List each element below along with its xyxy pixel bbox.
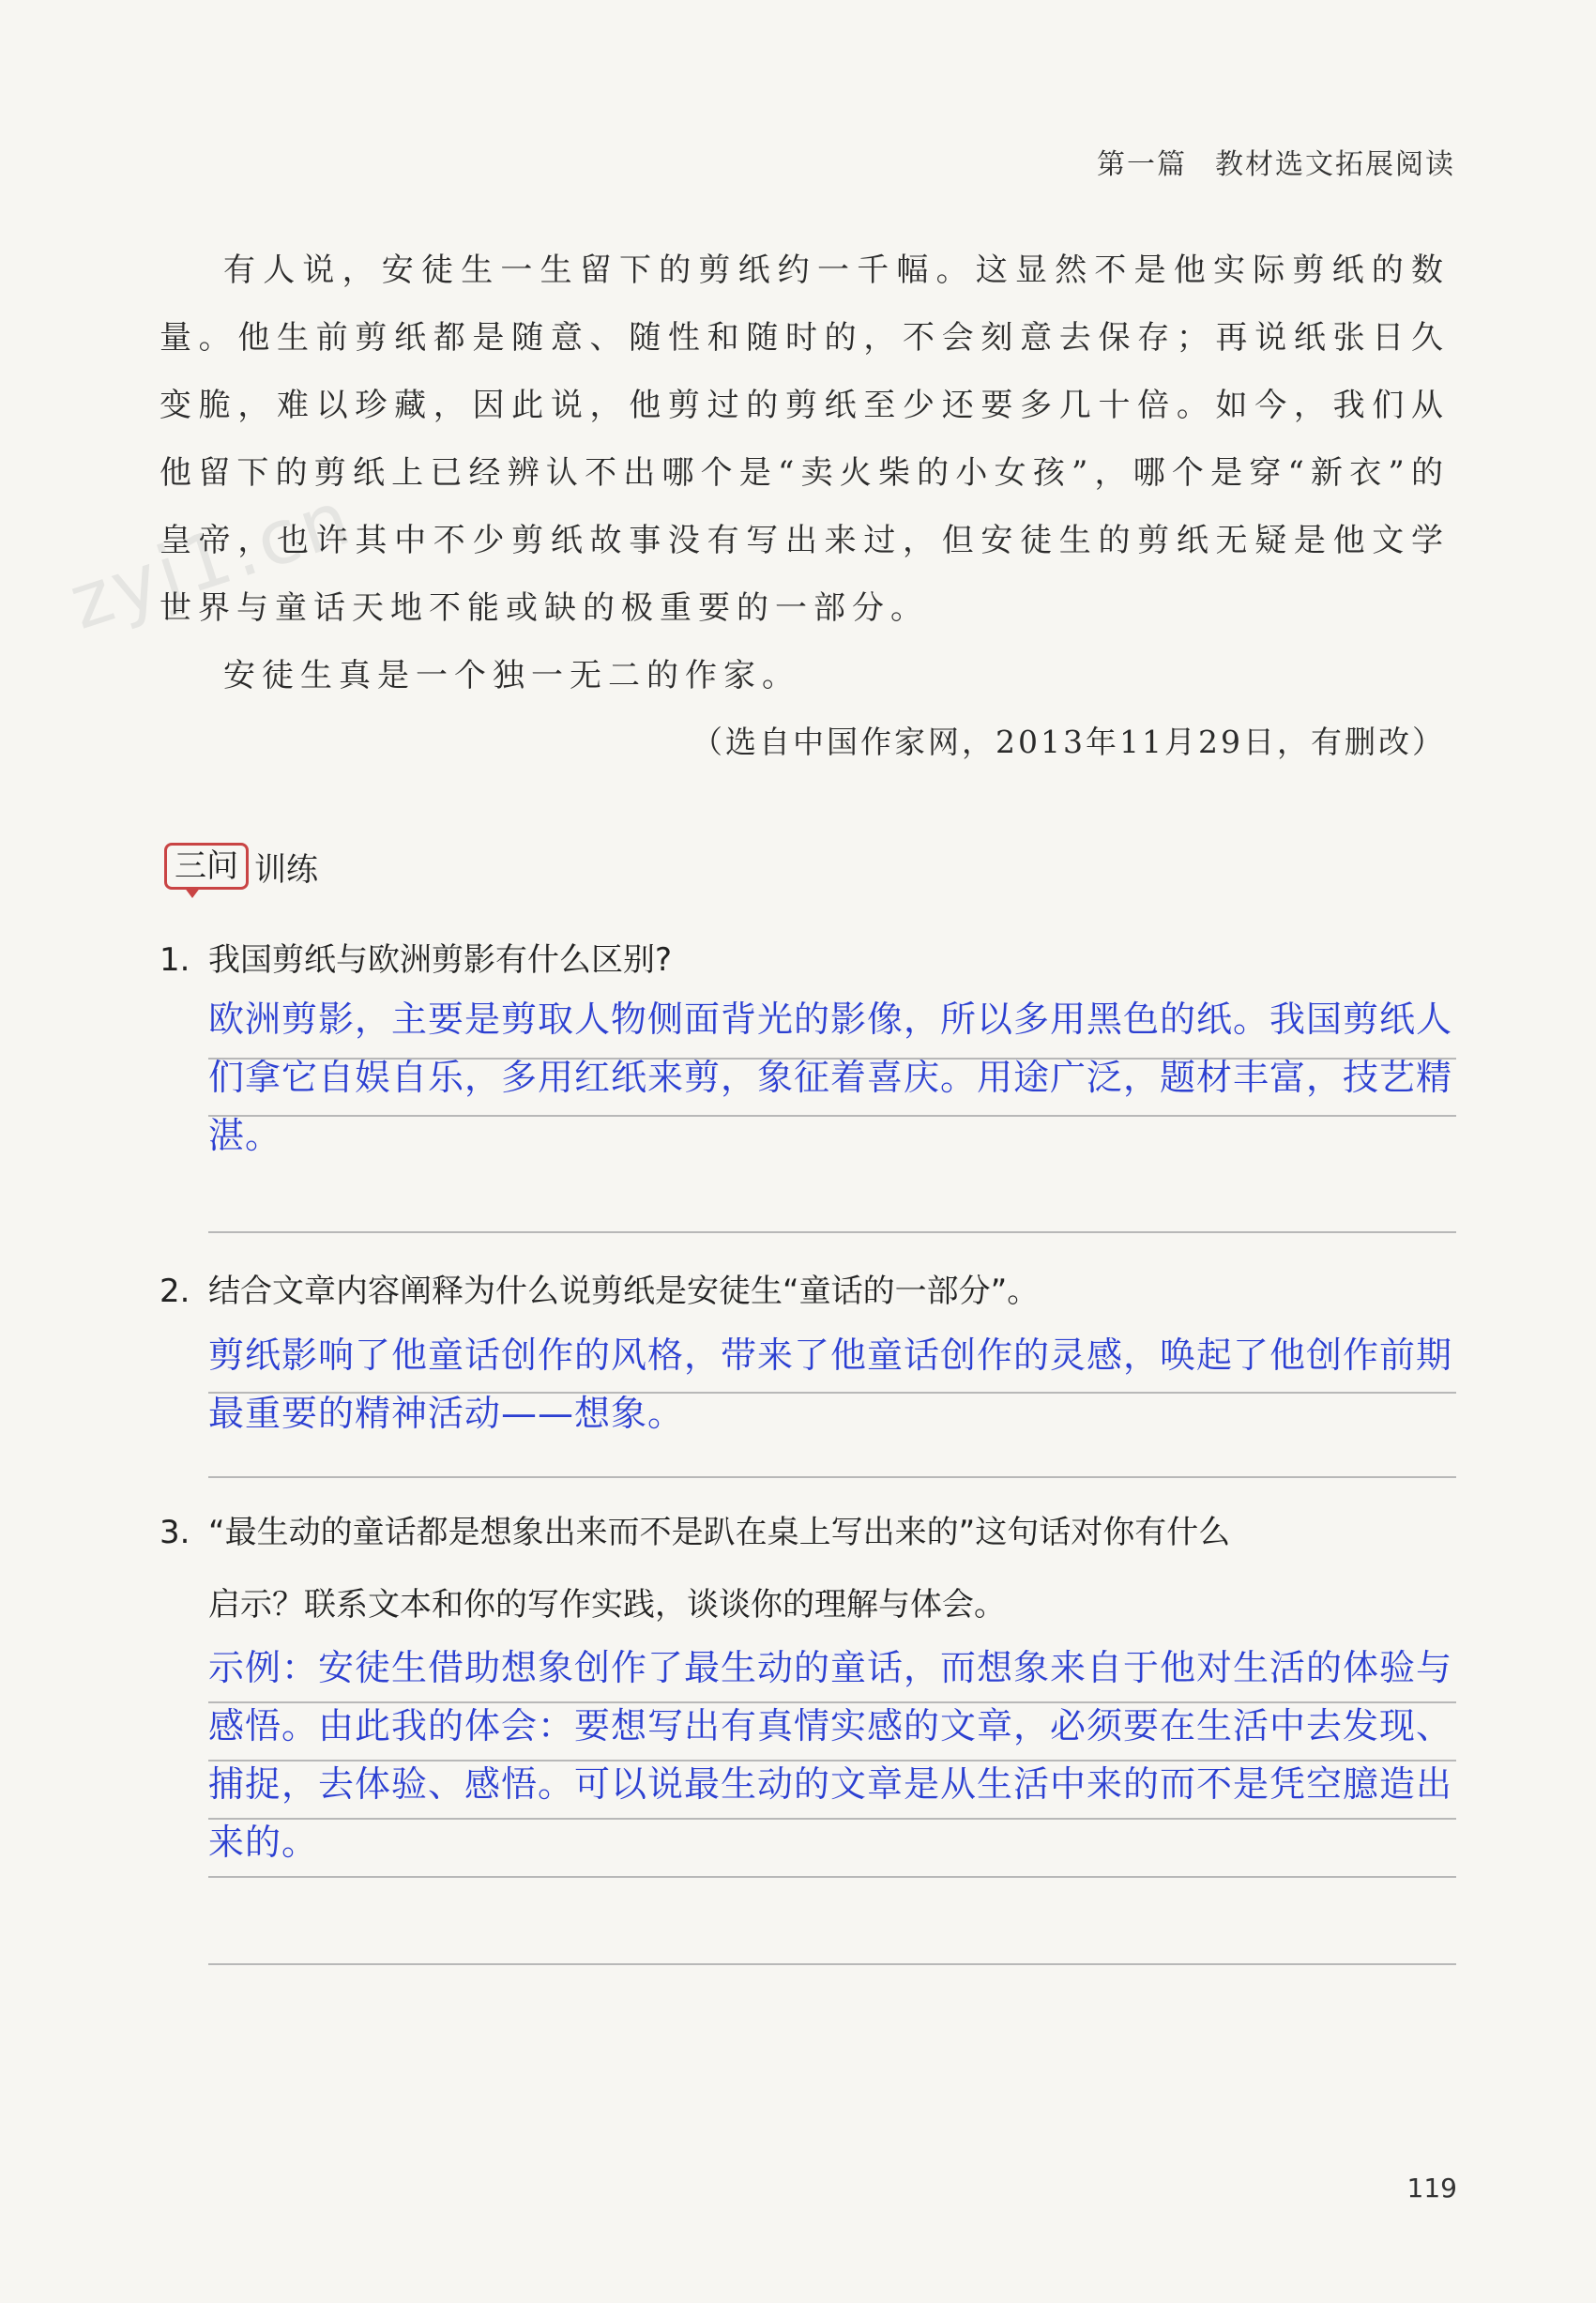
- question-text-continued: 启示？联系文本和你的写作实践，谈谈你的理解与体会。: [208, 1586, 1006, 1624]
- question-number: 1.: [160, 941, 190, 979]
- passage-source: （选自中国作家网，2013年11月29日，有删改）: [692, 724, 1446, 760]
- question-2: [160, 1265, 1454, 1311]
- passage-paragraph-2: 安徒生真是一个独一无二的作家。: [223, 657, 800, 694]
- answer-3: 示例：安徒生借助想象创作了最生动的童话，而想象来自于他对生活的体验与感悟。由此我的体会：要想写出有真情实感的文章，必须要在生活中去发现、捕捉，去体验、感悟。可以说最生动的文章是从生活中来的而不是凭空臆造出来的。: [208, 1647, 1453, 1863]
- section-badge: 三问: [164, 843, 249, 890]
- question-text: 我国剪纸与欧洲剪影有什么区别?: [208, 941, 673, 979]
- answer-line: [208, 1392, 1456, 1394]
- question-text: “最生动的童话都是想象出来而不是趴在桌上写出来的”这句话对你有什么: [208, 1514, 1231, 1551]
- section-title-text: 训练: [254, 850, 318, 889]
- question-number: 2.: [160, 1273, 190, 1310]
- question-text: 结合文章内容阐释为什么说剪纸是安徒生“童话的一部分”。: [208, 1273, 1040, 1310]
- header-title: 教材选文拓展阅读: [1215, 148, 1455, 181]
- passage-paragraph-1: 有人说，安徒生一生留下的剪纸约一千幅。这显然不是他实际剪纸的数量。他生前剪纸都是随意、随性和随时的，不会刻意去保存；再说纸张日久变脆，难以珍藏，因此说，他剪过的剪纸至少还要多几十倍。如今，我们从他留下的剪纸上已经辨认不出哪个是“卖火柴的小女孩”，哪个是穿“新衣”的皇帝，也许其中不少剪纸故事没有写出来过，但安徒生的剪纸无疑是他文学世界与童话天地不能或缺的极重要的一部分。: [160, 252, 1450, 627]
- answer-1: 欧洲剪影，主要是剪取人物侧面背光的影像，所以多用黑色的纸。我国剪纸人们拿它自娱自乐，多用红纸来剪，象征着喜庆。用途广泛，题材丰富，技艺精湛。: [208, 999, 1453, 1156]
- answer-line: [208, 1476, 1456, 1478]
- answer-line: [208, 1058, 1456, 1060]
- question-1: [160, 934, 1454, 980]
- watermark: zyj1.cn: [59, 473, 364, 647]
- answer-line: [208, 1818, 1456, 1820]
- answer-2: 剪纸影响了他童话创作的风格，带来了他童话创作的灵感，唤起了他创作前期最重要的精神活动——想象。: [208, 1335, 1453, 1434]
- question-number: 3.: [160, 1514, 190, 1551]
- answer-line: [208, 1760, 1456, 1762]
- answer-line: [208, 1701, 1456, 1703]
- reading-passage: [160, 236, 1450, 709]
- page-number: 119: [1406, 2173, 1457, 2204]
- answer-line: [208, 1115, 1456, 1117]
- answer-line: [208, 1963, 1456, 1965]
- section-heading: [164, 843, 318, 890]
- header-part: 第一篇: [1097, 148, 1187, 181]
- answer-line: [208, 1231, 1456, 1233]
- question-3: [160, 1506, 1454, 1624]
- answer-line: [208, 1876, 1456, 1878]
- running-header: [1097, 141, 1455, 182]
